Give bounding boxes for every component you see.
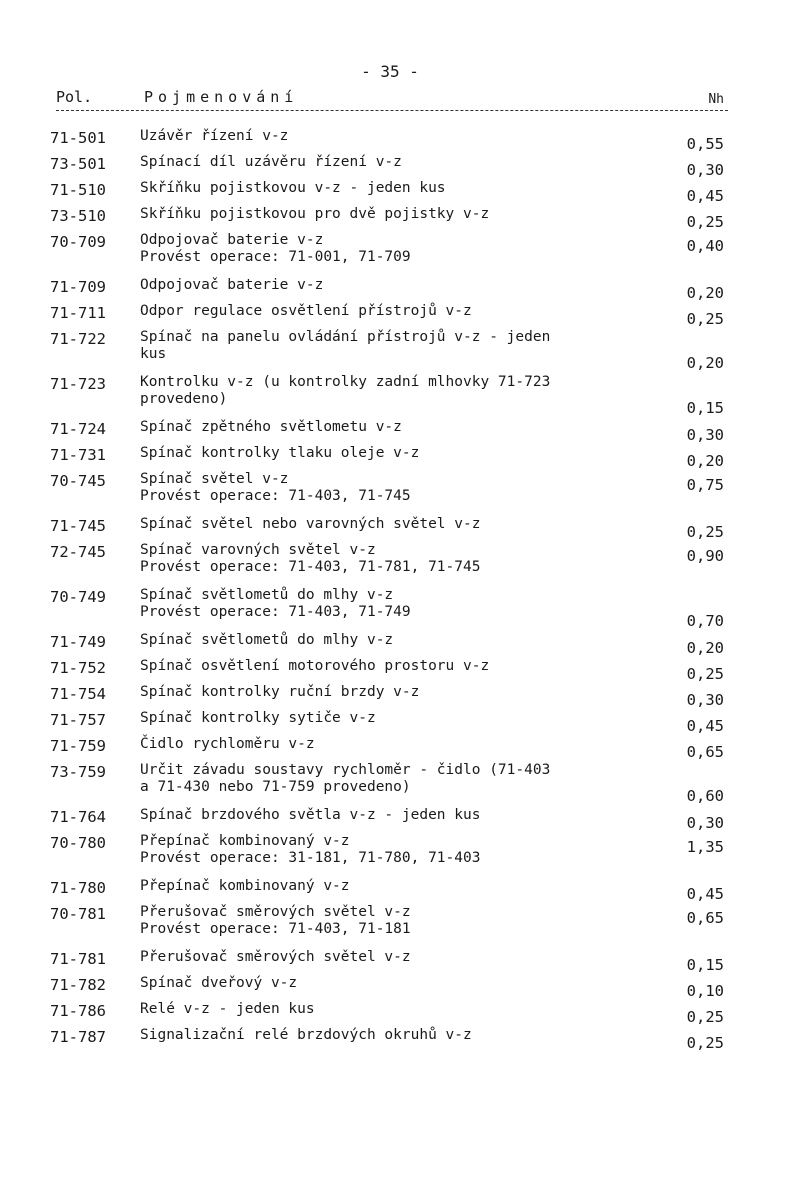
item-code: 73-759 xyxy=(50,763,106,781)
item-value: 1,35 xyxy=(686,838,724,856)
item-description xyxy=(140,277,660,294)
item-code: 71-510 xyxy=(50,181,106,199)
item-description-line: Spínač brzdového světla v-z - jeden kus xyxy=(140,807,481,823)
item-value: 0,40 xyxy=(686,237,724,255)
item-code: 71-787 xyxy=(50,1028,106,1046)
item-description-line: Relé v-z - jeden kus xyxy=(140,1001,315,1017)
item-code: 71-722 xyxy=(50,330,106,348)
item-value: 0,70 xyxy=(686,612,724,630)
item-value: 0,20 xyxy=(686,284,724,302)
table-row xyxy=(0,180,800,206)
item-value: 0,25 xyxy=(686,310,724,328)
item-description-line: provedeno) xyxy=(140,391,228,407)
item-description xyxy=(140,632,660,649)
table-row xyxy=(0,807,800,833)
item-description xyxy=(140,329,660,363)
item-description xyxy=(140,684,660,701)
item-code: 71-786 xyxy=(50,1002,106,1020)
item-description xyxy=(140,542,660,576)
item-description xyxy=(140,736,660,753)
item-value: 0,15 xyxy=(686,399,724,417)
item-code: 71-752 xyxy=(50,659,106,677)
item-code: 71-745 xyxy=(50,517,106,535)
item-description-line: Skříňku pojistkovou pro dvě pojistky v-z xyxy=(140,206,490,222)
item-value: 0,30 xyxy=(686,426,724,444)
item-description-line: Spínač zpětného světlometu v-z xyxy=(140,419,402,435)
item-description xyxy=(140,374,660,408)
item-description-line: Spínač kontrolky tlaku oleje v-z xyxy=(140,445,420,461)
header-nh: Nh xyxy=(708,92,724,107)
item-description-line: Provést operace: 71-001, 71-709 xyxy=(140,249,411,265)
item-description-line: Signalizační relé brzdových okruhů v-z xyxy=(140,1027,472,1043)
item-description-line: Spínač na panelu ovládání přístrojů v-z - jeden xyxy=(140,329,551,345)
table-row xyxy=(0,154,800,180)
item-description-line: Odpor regulace osvětlení přístrojů v-z xyxy=(140,303,472,319)
table-row xyxy=(0,632,800,658)
table-row xyxy=(0,542,800,587)
item-value: 0,20 xyxy=(686,639,724,657)
item-description xyxy=(140,1027,660,1044)
item-description xyxy=(140,180,660,197)
item-code: 70-709 xyxy=(50,233,106,251)
item-description-line: Spínací díl uzávěru řízení v-z xyxy=(140,154,402,170)
item-description-line: Určit závadu soustavy rychloměr - čidlo (71-403 xyxy=(140,762,551,778)
item-description-line: Spínač světel v-z xyxy=(140,471,289,487)
item-code: 71-711 xyxy=(50,304,106,322)
item-description-line: Kontrolku v-z (u kontrolky zadní mlhovky 71-723 xyxy=(140,374,551,390)
item-code: 73-501 xyxy=(50,155,106,173)
page-number: - 35 - xyxy=(361,62,419,81)
item-value: 0,25 xyxy=(686,1034,724,1052)
item-value: 0,65 xyxy=(686,743,724,761)
item-code: 71-724 xyxy=(50,420,106,438)
item-description-line: Uzávěr řízení v-z xyxy=(140,128,289,144)
item-description-line: Spínač světlometů do mlhy v-z xyxy=(140,632,394,648)
item-code: 71-501 xyxy=(50,129,106,147)
item-description xyxy=(140,878,660,895)
item-description xyxy=(140,710,660,727)
table-row xyxy=(0,471,800,516)
item-description xyxy=(140,762,660,796)
item-code: 71-759 xyxy=(50,737,106,755)
item-value: 0,25 xyxy=(686,1008,724,1026)
item-code: 70-749 xyxy=(50,588,106,606)
item-description-line: Spínač varovných světel v-z xyxy=(140,542,376,558)
item-value: 0,25 xyxy=(686,213,724,231)
item-value: 0,45 xyxy=(686,717,724,735)
table-row xyxy=(0,684,800,710)
item-description xyxy=(140,128,660,145)
table-row xyxy=(0,949,800,975)
table-row xyxy=(0,303,800,329)
item-value: 0,25 xyxy=(686,665,724,683)
item-value: 0,30 xyxy=(686,691,724,709)
item-description xyxy=(140,206,660,223)
item-code: 71-731 xyxy=(50,446,106,464)
item-description xyxy=(140,975,660,992)
table-row xyxy=(0,762,800,807)
item-description xyxy=(140,587,660,621)
item-description-line: Provést operace: 71-403, 71-781, 71-745 xyxy=(140,559,481,575)
item-description xyxy=(140,445,660,462)
item-code: 70-745 xyxy=(50,472,106,490)
table-row xyxy=(0,1001,800,1027)
item-value: 0,15 xyxy=(686,956,724,974)
table-row xyxy=(0,516,800,542)
item-value: 0,55 xyxy=(686,135,724,153)
item-description-line: Spínač kontrolky ruční brzdy v-z xyxy=(140,684,420,700)
item-code: 71-781 xyxy=(50,950,106,968)
table-row xyxy=(0,1027,800,1053)
table-row xyxy=(0,206,800,232)
table-row xyxy=(0,374,800,419)
item-value: 0,75 xyxy=(686,476,724,494)
header-name: Pojmenování xyxy=(144,88,299,106)
item-description xyxy=(140,833,660,867)
item-description-line: Provést operace: 71-403, 71-181 xyxy=(140,921,411,937)
item-description xyxy=(140,1001,660,1018)
table-row xyxy=(0,710,800,736)
header-pol: Pol. xyxy=(56,88,93,106)
item-description xyxy=(140,154,660,171)
item-value: 0,20 xyxy=(686,354,724,372)
item-description xyxy=(140,303,660,320)
table-row xyxy=(0,128,800,154)
item-description-line: Čidlo rychloměru v-z xyxy=(140,736,315,752)
table-row xyxy=(0,419,800,445)
item-description-line: Přepínač kombinovaný v-z xyxy=(140,878,350,894)
item-description xyxy=(140,516,660,533)
item-value: 0,20 xyxy=(686,452,724,470)
item-value: 0,65 xyxy=(686,909,724,927)
item-value: 0,90 xyxy=(686,547,724,565)
table-header xyxy=(56,88,728,111)
table-row xyxy=(0,904,800,949)
item-code: 71-749 xyxy=(50,633,106,651)
item-description-line: Spínač světel nebo varovných světel v-z xyxy=(140,516,481,532)
item-description-line: Odpojovač baterie v-z xyxy=(140,232,324,248)
item-code: 71-754 xyxy=(50,685,106,703)
item-value: 0,60 xyxy=(686,787,724,805)
table-row xyxy=(0,587,800,632)
item-description-line: a 71-430 nebo 71-759 provedeno) xyxy=(140,779,411,795)
item-description-line: Spínač dveřový v-z xyxy=(140,975,298,991)
item-description xyxy=(140,471,660,505)
item-value: 0,30 xyxy=(686,161,724,179)
item-description xyxy=(140,232,660,266)
item-code: 71-782 xyxy=(50,976,106,994)
item-code: 73-510 xyxy=(50,207,106,225)
table-row xyxy=(0,878,800,904)
table-row xyxy=(0,658,800,684)
item-description xyxy=(140,904,660,938)
item-code: 71-709 xyxy=(50,278,106,296)
item-description-line: Přepínač kombinovaný v-z xyxy=(140,833,350,849)
table-row xyxy=(0,975,800,1001)
item-code: 71-723 xyxy=(50,375,106,393)
item-value: 0,45 xyxy=(686,885,724,903)
item-description-line: Odpojovač baterie v-z xyxy=(140,277,324,293)
item-description-line: Spínač kontrolky sytiče v-z xyxy=(140,710,376,726)
table-row xyxy=(0,329,800,374)
item-description-line: Přerušovač směrových světel v-z xyxy=(140,949,411,965)
item-description xyxy=(140,949,660,966)
table-row xyxy=(0,833,800,878)
item-description-line: Provést operace: 71-403, 71-749 xyxy=(140,604,411,620)
item-code: 71-780 xyxy=(50,879,106,897)
item-description-line: kus xyxy=(140,346,167,362)
table-row xyxy=(0,736,800,762)
item-code: 70-781 xyxy=(50,905,106,923)
item-value: 0,10 xyxy=(686,982,724,1000)
table-row xyxy=(0,445,800,471)
item-description-line: Provést operace: 71-403, 71-745 xyxy=(140,488,411,504)
item-code: 70-780 xyxy=(50,834,106,852)
table-row xyxy=(0,232,800,277)
item-description xyxy=(140,658,660,675)
item-description xyxy=(140,807,660,824)
item-code: 72-745 xyxy=(50,543,106,561)
item-value: 0,30 xyxy=(686,814,724,832)
item-description-line: Spínač osvětlení motorového prostoru v-z xyxy=(140,658,490,674)
item-description-line: Přerušovač směrových světel v-z xyxy=(140,904,411,920)
item-value: 0,25 xyxy=(686,523,724,541)
item-description-line: Spínač světlometů do mlhy v-z xyxy=(140,587,394,603)
item-description xyxy=(140,419,660,436)
item-code: 71-764 xyxy=(50,808,106,826)
table-row xyxy=(0,277,800,303)
item-code: 71-757 xyxy=(50,711,106,729)
item-description-line: Skříňku pojistkovou v-z - jeden kus xyxy=(140,180,446,196)
item-value: 0,45 xyxy=(686,187,724,205)
item-description-line: Provést operace: 31-181, 71-780, 71-403 xyxy=(140,850,481,866)
item-list xyxy=(0,128,800,1053)
